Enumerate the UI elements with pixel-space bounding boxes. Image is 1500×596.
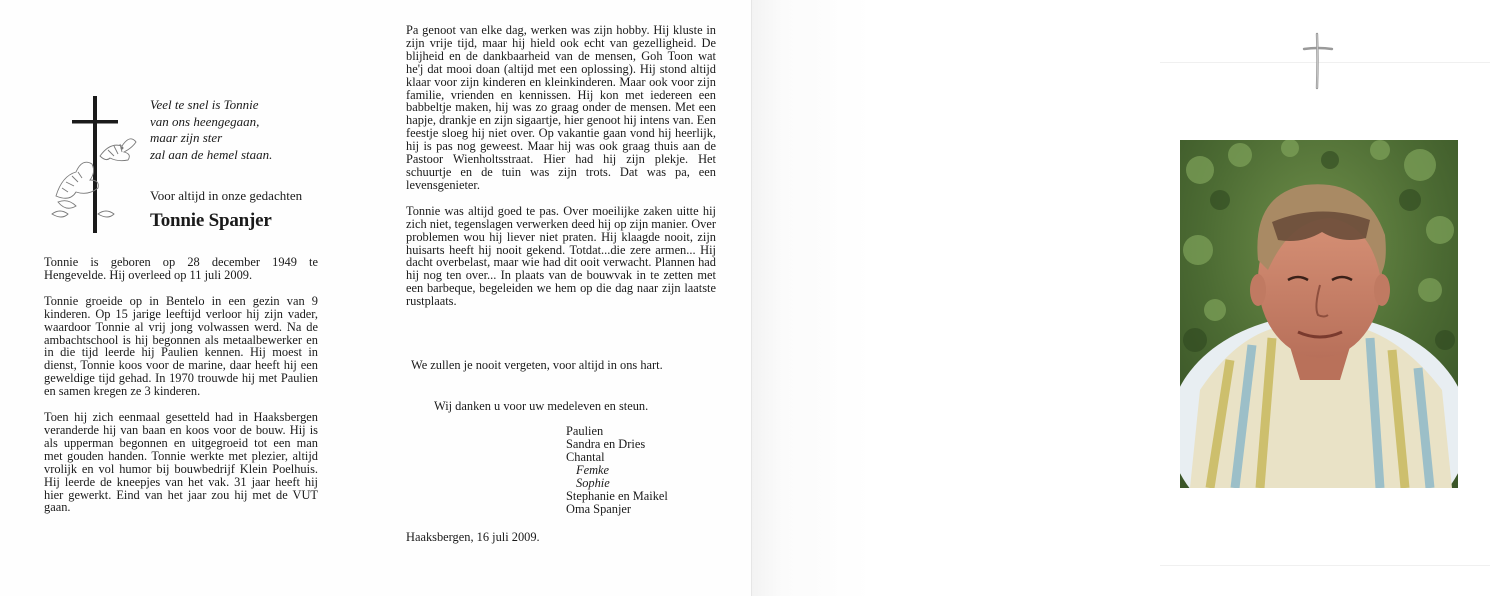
remembrance-text: Voor altijd in onze gedachten xyxy=(150,188,303,203)
cross-dove-icon xyxy=(48,96,140,236)
family-member: Paulien xyxy=(566,424,604,438)
portrait-photo xyxy=(1180,140,1458,488)
divider-bottom xyxy=(1160,565,1490,566)
family-member: Sophie xyxy=(576,476,610,490)
biography-column-2 xyxy=(406,24,716,321)
paragraph: Tonnie groeide op in Bentelo in een gezin van 9 kinderen. Op 15 jarige leeftijd verloor hij zijn vader, waardoor Tonnie al vrij jong volwassen werd. Na de ambachtschool is hij begonnen als metaalbewerker en in die tijd leerde hij Paulien kennen. Hij moest in dienst, Tonnie koos voor de marine, daar heeft hij een geweldige tijd gehad. In 1970 trouwde hij met Paulien en samen kregen ze 3 kinderen. xyxy=(44,293,318,399)
poem-line: zal aan de hemel staan. xyxy=(150,146,273,162)
paragraph: Pa genoot van elke dag, werken was zijn hobby. Hij kluste in zijn vrije tijd, maar hij hield ook echt van gezelligheid. De blijheid en de dankbaarheid van de mensen, Goh Toon wat he'j dat mooi doan (altijd met een oplossing). Hij stond altijd klaar voor zijn kinderen en kleinkinderen. Maar ook voor zijn familie, vrienden en kennissen. Hij kon met iedereen een babbeltje maken, hij was zo graag onder de mensen. Met een hapje, drankje en zijn sigaartje, hier genoot hij intens van. Een feestje sloeg hij niet over. Op vakantie gaan vond hij heerlijk, hij is pas nog geweest. Maar hij was ook graag thuis aan de Pastoor Wienholtsstraat. Hier had hij zijn plekje. Het schuurtje en de tuin was zijn trots. Dat was pa, een levensgenieter. xyxy=(406,23,716,192)
poem-line: Veel te snel is Tonnie xyxy=(150,97,259,112)
family-member: Femke xyxy=(576,463,610,477)
family-member: Oma Spanjer xyxy=(566,502,632,516)
poem xyxy=(150,97,272,163)
paragraph: Tonnie was altijd goed te pas. Over moeilijke zaken uitte hij zich niet, tegenslagen verwerken deed hij op zijn manier. Over problemen wou hij liever niet praten. Hij klaagde nooit, zijn huisarts heeft hij nooit gekend. Totdat...die zere armen... Hij dacht overbelast, maar wie had dit ooit verwacht. Plannen had hij nog ten over... In plaats van de bouwvak in te zetten met een barbeque, begeleiden we hem op die dag naar zijn laatste rustplaats. xyxy=(406,203,716,309)
poem-line: maar zijn ster xyxy=(150,130,223,145)
family-list xyxy=(566,425,668,516)
family-member: Chantal xyxy=(566,450,605,464)
poem-line: van ons heengegaan, xyxy=(150,113,260,129)
biography-column-1 xyxy=(44,256,318,527)
paragraph: Toen hij zich eenmaal gesetteld had in Haaksbergen veranderde hij van baan en koos voor de bouw. Hij is als upperman begonnen en uitgegroeid tot een man met gouden handen. Tonnie werkte met plezier, altijd vrolijk en vol humor bij bouwbedrijf Klein Poelhuis. Hij leerde de kneepjes van het vak. 31 jaar heeft hij hier gewerkt. Eind van het jaar zou hij met de VUT gaan. xyxy=(44,410,318,515)
cross-icon xyxy=(1300,32,1336,90)
thanks-text: Wij danken u voor uw medeleven en steun. xyxy=(434,399,649,413)
deceased-name: Tonnie Spanjer xyxy=(150,210,272,231)
family-member: Stephanie en Maikel xyxy=(566,489,668,503)
place-date: Haaksbergen, 16 juli 2009. xyxy=(406,530,540,544)
paragraph: Tonnie is geboren op 28 december 1949 te Hengevelde. Hij overleed op 11 juli 2009. xyxy=(44,255,318,282)
fold-line xyxy=(751,0,752,596)
family-member: Sandra en Dries xyxy=(566,437,646,451)
closing-text: We zullen je nooit vergeten, voor altijd in ons hart. xyxy=(411,358,663,372)
